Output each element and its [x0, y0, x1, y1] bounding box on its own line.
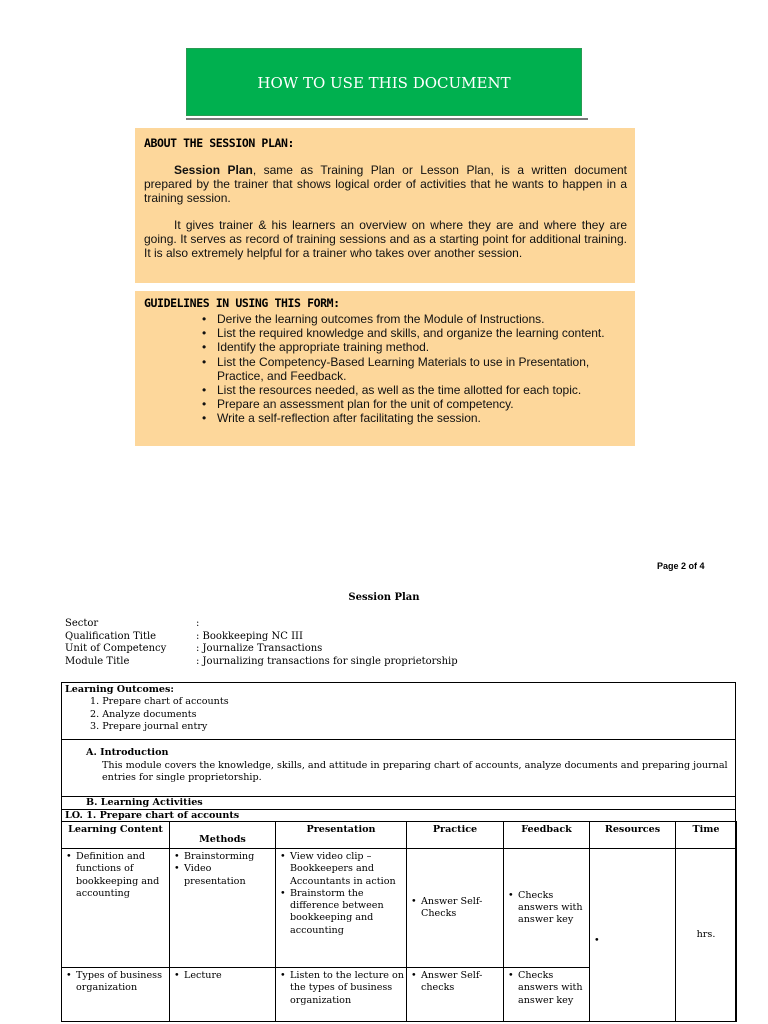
- time-cell: hrs.: [676, 849, 737, 1022]
- learning-activities-label: B. Learning Activities: [86, 797, 203, 808]
- column-header: Resources: [590, 822, 676, 849]
- learning-outcomes-box: [61, 682, 736, 1022]
- banner-underline: [186, 118, 588, 120]
- methods-cell: [170, 968, 276, 1022]
- feedback-cell: [504, 849, 590, 968]
- banner-title: HOW TO USE THIS DOCUMENT: [257, 74, 511, 92]
- column-header: Feedback: [504, 822, 590, 849]
- method-item: • Brainstorming: [184, 851, 273, 863]
- presentation-item: • Listen to the lecture on the types of business organization: [290, 970, 404, 1007]
- column-header: Practice: [407, 822, 504, 849]
- page-number: Page 2 of 4: [657, 561, 705, 571]
- about-heading: ABOUT THE SESSION PLAN:: [144, 136, 295, 150]
- introduction-label: A. Introduction: [86, 747, 169, 758]
- guidelines-heading: GUIDELINES IN USING THIS FORM:: [144, 296, 340, 310]
- learning-activities-table: [61, 821, 737, 1022]
- outcome-item: 1. Prepare chart of accounts: [90, 696, 229, 707]
- method-item: • Video presentation: [184, 863, 273, 888]
- practice-cell: [407, 849, 504, 968]
- guideline-item: • List the required knowledge and skills, and organize the learning content.: [217, 326, 627, 340]
- about-paragraph-1: [144, 163, 627, 205]
- about-paragraph-2: [144, 218, 627, 260]
- guideline-item: • Identify the appropriate training method.: [217, 340, 627, 354]
- presentation-item: • Brainstorm the difference between bookkeeping and accounting: [290, 888, 404, 937]
- feedback-cell: [504, 968, 590, 1022]
- meta-label: Unit of Competency: [65, 643, 167, 654]
- header-banner: [186, 48, 582, 116]
- session-plan-title: Session Plan: [348, 592, 420, 603]
- session-plan-term: Session Plan: [174, 163, 253, 177]
- practice-item: • Answer Self-Checks: [421, 896, 501, 921]
- meta-row-unit: [65, 643, 322, 656]
- presentation-cell: [276, 968, 407, 1022]
- guideline-item: • List the Competency-Based Learning Materials to use in Presentation, Practice, and Feedback.: [217, 355, 627, 383]
- presentation-item: • View video clip – Bookkeepers and Accountants in action: [290, 851, 404, 888]
- meta-value: :: [196, 618, 200, 629]
- column-header: Time: [676, 822, 737, 849]
- feedback-item: • Checks answers with answer key: [518, 890, 587, 927]
- guidelines-list: [144, 312, 627, 426]
- guidelines-box: [135, 291, 635, 446]
- about-session-plan-box: [135, 128, 635, 283]
- meta-value: : Journalize Transactions: [196, 643, 323, 654]
- resources-cell: [590, 849, 676, 1022]
- meta-label: Sector: [65, 618, 99, 629]
- content-item: • Types of business organization: [76, 970, 167, 995]
- about-paragraph-2-text: It gives trainer & his learners an overview on where they are and where they are going. It serves as record of training sessions and as a starting point for additional training. It is also extremely helpful for a trainer who takes over another session.: [144, 218, 627, 260]
- divider: [62, 739, 735, 740]
- meta-row-module: [65, 656, 458, 669]
- method-item: • Lecture: [184, 970, 273, 982]
- guideline-item: • Prepare an assessment plan for the unit of competency.: [217, 397, 627, 411]
- lo1-label: LO. 1. Prepare chart of accounts: [65, 810, 240, 821]
- introduction-text: This module covers the knowledge, skills, and attitude in preparing chart of accounts, analyze documents and preparing journal entries for single proprietorship.: [102, 760, 728, 784]
- meta-label: Module Title: [65, 655, 130, 667]
- meta-row-qualification: [65, 631, 303, 644]
- learning-content-cell: [62, 968, 170, 1022]
- guideline-item: • List the resources needed, as well as the time allotted for each topic.: [217, 383, 627, 397]
- column-header: Methods: [170, 822, 276, 849]
- about-paragraph-1-text: , same as Training Plan or Lesson Plan, is a written document prepared by the trainer that shows logical order of activities that he wants to happen in a training session.: [144, 163, 627, 205]
- feedback-item: • Checks answers with answer key: [518, 970, 587, 1007]
- practice-cell: [407, 968, 504, 1022]
- outcome-item: 2. Analyze documents: [90, 708, 197, 720]
- learning-outcomes-label: Learning Outcomes:: [65, 684, 174, 695]
- learning-content-cell: [62, 849, 170, 968]
- content-item: • Definition and functions of bookkeeping and accounting: [76, 851, 167, 900]
- meta-label: Qualification Title: [65, 630, 157, 642]
- methods-cell: [170, 849, 276, 968]
- column-header: Learning Content: [62, 822, 170, 849]
- meta-value: : Journalizing transactions for single proprietorship: [196, 655, 458, 667]
- guideline-item: • Derive the learning outcomes from the Module of Instructions.: [217, 312, 627, 326]
- practice-item: • Answer Self-checks: [421, 970, 501, 995]
- meta-row-sector: [65, 618, 199, 631]
- outcome-item: 3. Prepare journal entry: [90, 721, 208, 732]
- meta-value: : Bookkeeping NC III: [196, 630, 303, 642]
- column-header: Presentation: [276, 822, 407, 849]
- guideline-item: • Write a self-reflection after facilitating the session.: [217, 411, 627, 425]
- presentation-cell: [276, 849, 407, 968]
- table-row: [62, 849, 737, 968]
- table-header-row: [62, 822, 737, 849]
